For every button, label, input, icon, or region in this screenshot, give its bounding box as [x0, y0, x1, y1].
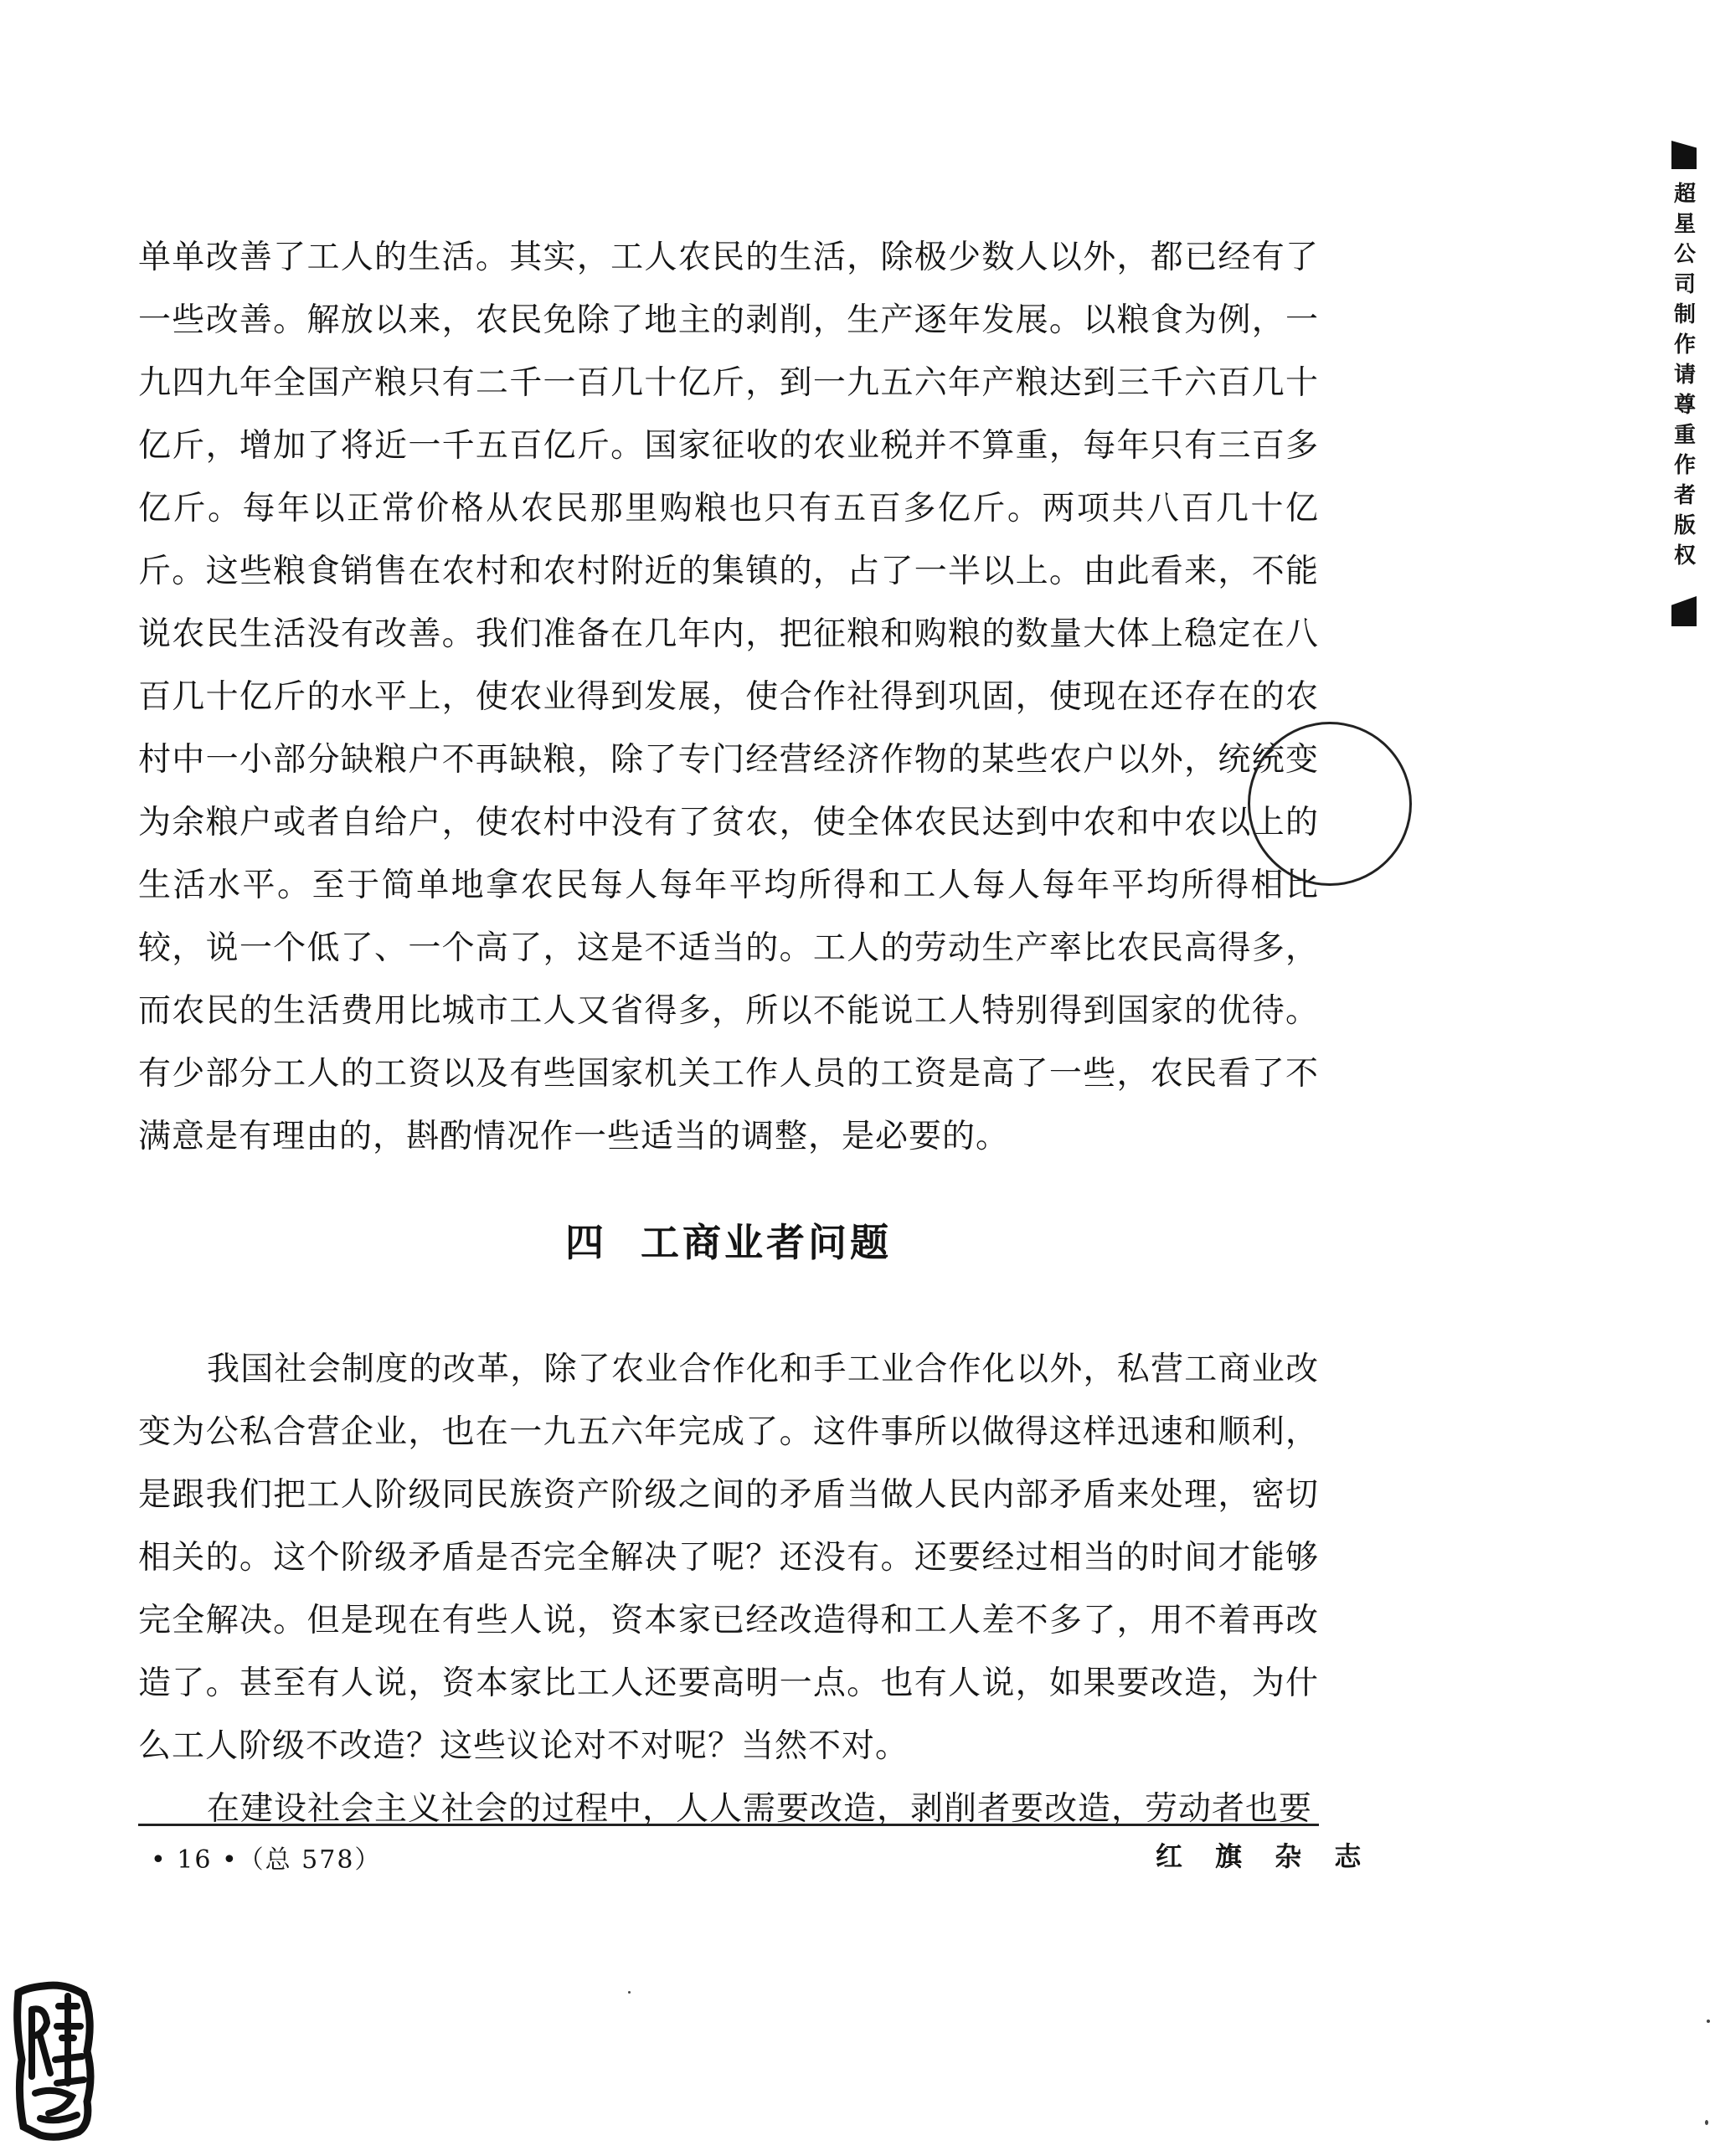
footer-divider	[138, 1824, 1319, 1826]
scan-speck	[1707, 2020, 1710, 2023]
section-text-block	[138, 1338, 1319, 1840]
library-seal-icon	[7, 1976, 100, 2143]
page-number: • 16 •（总 578）	[151, 1845, 382, 1875]
side-copyright-stamp	[1668, 141, 1707, 626]
stamp-top-bar	[1671, 141, 1697, 169]
scan-speck	[1705, 2120, 1708, 2125]
section-title-text: 工商业者问题	[641, 1220, 892, 1265]
section-paragraph-1: 我国社会制度的改革，除了农业合作化和手工业合作化以外，私营工商业改变为公私合营企业，也在一九五六年完成了。这件事所以做得这样迅速和顺利，是跟我们把工人阶级同民族资产阶级之间的矛盾当做人民内部矛盾来处理，密切相关的。这个阶级矛盾是否完全解决了呢？还没有。还要经过相当的时间才能够完全解决。但是现在有些人说，资本家已经改造得和工人差不多了，用不着再改造了。甚至有人说，资本家比工人还要高明一点。也有人说，如果要改造，为什么工人阶级不改造？这些议论对不对呢？当然不对。	[138, 1351, 1319, 1765]
section-heading	[0, 1212, 1457, 1268]
scan-speck	[628, 1991, 631, 1994]
stamp-bottom-bar	[1671, 596, 1697, 626]
side-stamp-text: 超星公司制作请尊重作者版权	[1673, 182, 1696, 569]
section-paragraph-2: 在建设社会主义社会的过程中，人人需要改造，剥削者要改造，劳动者也要	[207, 1790, 1313, 1828]
paragraph-continued: 单单改善了工人的生活。其实，工人农民的生活，除极少数人以外，都已经有了一些改善。解放以来，农民免除了地主的剥削，生产逐年发展。以粮食为例，一九四九年全国产粮只有二千一百几十亿斤，到一九五六年产粮达到三千六百几十亿斤，增加了将近一千五百亿斤。国家征收的农业税并不算重，每年只有三百多亿斤。每年以正常价格从农民那里购粮也只有五百多亿斤。两项共八百几十亿斤。这些粮食销售在农村和农村附近的集镇的，占了一半以上。由此看来，不能说农民生活没有改善。我们准备在几年内，把征粮和购粮的数量大体上稳定在八百几十亿斤的水平上，使农业得到发展，使合作社得到巩固，使现在还存在的农村中一小部分缺粮户不再缺粮，除了专门经营经济作物的某些农户以外，统统变为余粮户或者自给户，使农村中没有了贫农，使全体农民达到中农和中农以上的生活水平。至于简单地拿农民每人每年平均所得和工人每人每年平均所得相比较，说一个低了、一个高了，这是不适当的。工人的劳动生产率比农民高得多，而农民的生活费用比城市工人又省得多，所以不能说工人特别得到国家的优待。有少部分工人的工资以及有些国家机关工作人员的工资是高了一些，农民看了不满意是有理由的，斟酌情况作一些适当的调整，是必要的。	[138, 239, 1319, 1155]
journal-name: 红 旗 杂 志	[1156, 1840, 1373, 1872]
body-text-block	[138, 226, 1319, 1168]
hand-drawn-circle-mark	[1248, 722, 1412, 886]
section-number: 四	[565, 1220, 607, 1265]
